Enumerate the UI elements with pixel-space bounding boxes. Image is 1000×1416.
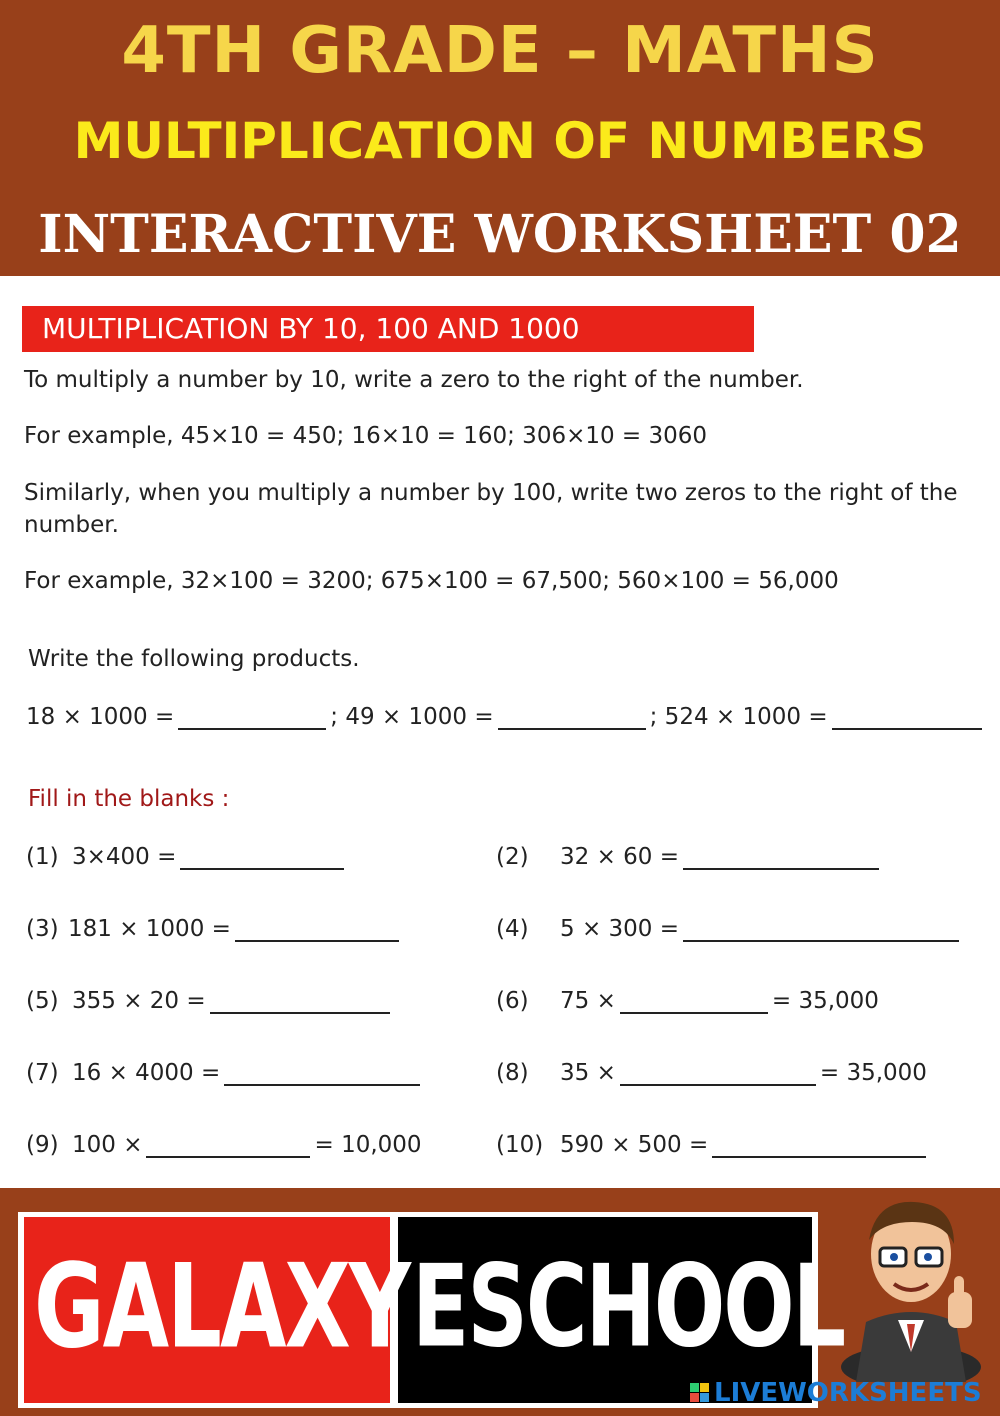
lesson-paragraph-1: To multiply a number by 10, write a zero to the right of the number. — [24, 367, 804, 393]
product-answer-2[interactable] — [498, 702, 646, 730]
fill-answer-5[interactable] — [210, 986, 390, 1014]
fill-answer-3[interactable] — [235, 914, 399, 942]
worksheet-title: INTERACTIVE WORKSHEET 02 — [38, 204, 962, 265]
fill-answer-4[interactable] — [683, 914, 959, 942]
liveworksheets-watermark — [690, 1378, 982, 1408]
fill-answer-8[interactable] — [620, 1058, 816, 1086]
fill-expression-8: 35 × — [560, 1060, 616, 1086]
fill-result-6: = 35,000 — [771, 988, 879, 1014]
fill-answer-6[interactable] — [620, 986, 768, 1014]
fill-item-2 — [496, 842, 883, 870]
fill-answer-1[interactable] — [180, 842, 344, 870]
product-label-3: ; 524 × 1000 = — [649, 704, 828, 730]
fill-number-9: (9) — [26, 1132, 59, 1158]
logo-eschool-text: ESCHOOL — [412, 1240, 845, 1373]
fill-item-9 — [26, 1130, 422, 1158]
fill-number-10: (10) — [496, 1132, 544, 1158]
fill-expression-9: 100 × — [72, 1132, 143, 1158]
lesson-heading-bar — [22, 306, 754, 352]
fill-item-8 — [496, 1058, 927, 1086]
fill-expression-10: 590 × 500 = — [560, 1132, 709, 1158]
header-banner — [0, 0, 1000, 276]
fill-answer-7[interactable] — [224, 1058, 420, 1086]
products-instruction: Write the following products. — [28, 646, 360, 672]
fill-answer-10[interactable] — [712, 1130, 926, 1158]
lesson-example-2: For example, 32×100 = 3200; 675×100 = 67,500; 560×100 = 56,000 — [24, 568, 839, 594]
product-answer-1[interactable] — [178, 702, 326, 730]
fill-number-4: (4) — [496, 916, 529, 942]
fill-expression-4: 5 × 300 = — [560, 916, 680, 942]
teacher-thumbs-up-icon — [836, 1192, 986, 1382]
fill-number-6: (6) — [496, 988, 529, 1014]
fill-answer-2[interactable] — [683, 842, 879, 870]
fill-heading: Fill in the blanks : — [28, 786, 230, 812]
fill-number-3: (3) — [26, 916, 59, 942]
products-row — [26, 702, 986, 730]
fill-item-7 — [26, 1058, 424, 1086]
fill-item-3 — [26, 914, 403, 942]
product-answer-3[interactable] — [832, 702, 982, 730]
fill-number-2: (2) — [496, 844, 529, 870]
fill-expression-5: 355 × 20 = — [72, 988, 206, 1014]
fill-item-5 — [26, 986, 394, 1014]
fill-number-8: (8) — [496, 1060, 529, 1086]
fill-answer-9[interactable] — [146, 1130, 310, 1158]
fill-expression-6: 75 × — [560, 988, 616, 1014]
fill-expression-7: 16 × 4000 = — [72, 1060, 221, 1086]
grade-title: 4TH GRADE – MATHS — [121, 14, 879, 88]
fill-expression-2: 32 × 60 = — [560, 844, 680, 870]
product-label-2: ; 49 × 1000 = — [330, 704, 494, 730]
fill-item-6 — [496, 986, 879, 1014]
fill-item-10 — [496, 1130, 930, 1158]
fill-item-1 — [26, 842, 348, 870]
fill-expression-3: 181 × 1000 = — [68, 916, 231, 942]
fill-expression-1: 3×400 = — [72, 844, 177, 870]
topic-title: MULTIPLICATION OF NUMBERS — [73, 112, 927, 170]
liveworksheets-logo-icon — [690, 1383, 710, 1403]
fill-result-9: = 10,000 — [314, 1132, 422, 1158]
fill-number-7: (7) — [26, 1060, 59, 1086]
lesson-heading: MULTIPLICATION BY 10, 100 AND 1000 — [42, 312, 580, 345]
lesson-paragraph-2: Similarly, when you multiply a number by 100, write two zeros to the right of the number. — [24, 480, 958, 538]
fill-number-1: (1) — [26, 844, 59, 870]
logo-galaxy-text: GALAXY — [34, 1240, 410, 1375]
fill-item-4 — [496, 914, 963, 942]
product-label-1: 18 × 1000 = — [26, 704, 175, 730]
fill-result-8: = 35,000 — [819, 1060, 927, 1086]
lesson-example-1: For example, 45×10 = 450; 16×10 = 160; 306×10 = 3060 — [24, 423, 708, 449]
liveworksheets-text: LIVEWORKSHEETS — [714, 1378, 982, 1408]
fill-number-5: (5) — [26, 988, 59, 1014]
